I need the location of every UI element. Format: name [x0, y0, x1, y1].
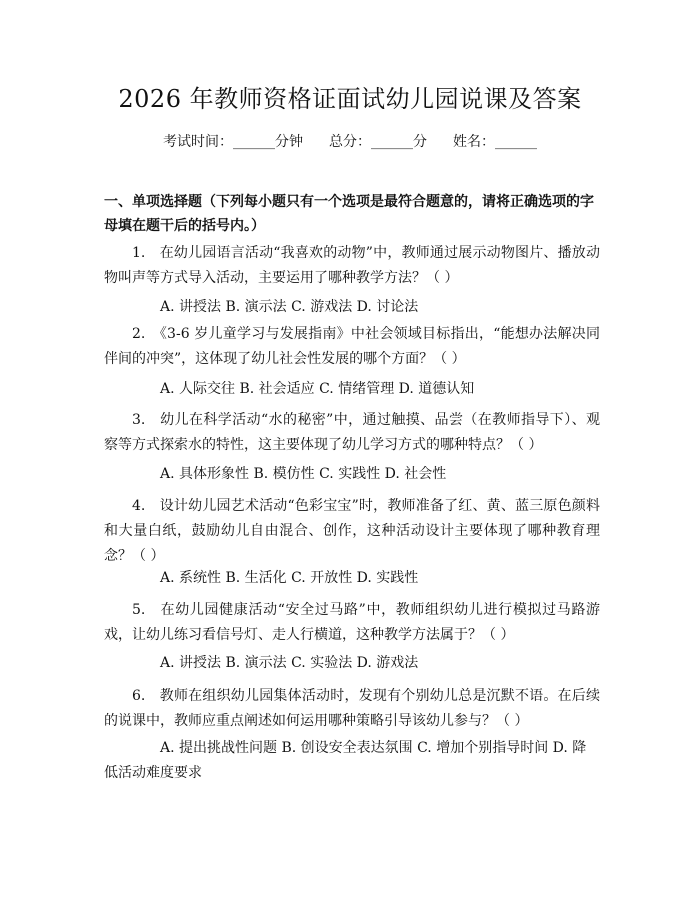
section-heading: 一、单项选择题（下列每小题只有一个选项是最符合题意的，请将正确选项的字母填在题干后的括号内。）	[104, 194, 594, 234]
question-4: 4. 设计幼儿园艺术活动“色彩宝宝”时，教师准备了红、黄、蓝三原色颜料和大量白纸，鼓励幼儿自由混合、创作，这种活动设计主要体现了哪种教育理念？（ ）	[104, 498, 600, 564]
exam-info	[0, 132, 700, 152]
question-5-options: A. 讲授法 B. 演示法 C. 实验法 D. 游戏法	[160, 655, 419, 671]
total-score: 总分：______分	[329, 134, 427, 150]
page-title: 2026 年教师资格证面试幼儿园说课及答案	[118, 85, 582, 113]
question-1-options: A. 讲授法 B. 演示法 C. 游戏法 D. 讨论法	[160, 299, 419, 315]
question-1: 1. 在幼儿园语言活动“我喜欢的动物”中，教师通过展示动物图片、播放动物叫声等方式导入活动，主要运用了哪种教学方法？（ ）	[104, 245, 600, 286]
question-6: 6. 教师在组织幼儿园集体活动时，发现有个别幼儿总是沉默不语。在后续的说课中，教师应重点阐述如何运用哪种策略引导该幼儿参与？（ ）	[104, 688, 600, 729]
question-4-options: A. 系统性 B. 生活化 C. 开放性 D. 实践性	[160, 570, 419, 586]
student-name: 姓名：______	[453, 134, 537, 150]
question-2-options: A. 人际交往 B. 社会适应 C. 情绪管理 D. 道德认知	[160, 381, 475, 397]
question-5: 5. 在幼儿园健康活动“安全过马路”中，教师组织幼儿进行模拟过马路游戏，让幼儿练习看信号灯、走人行横道，这种教学方法属于？（ ）	[104, 602, 600, 643]
question-2: 2. 《3-6 岁儿童学习与发展指南》中社会领域目标指出，“能想办法解决同伴间的冲突”，这体现了幼儿社会性发展的哪个方面？（ ）	[104, 326, 600, 367]
question-3-options: A. 具体形象性 B. 模仿性 C. 实践性 D. 社会性	[160, 466, 447, 482]
question-6-options: A. 提出挑战性问题 B. 创设安全表达氛围 C. 增加个别指导时间 D. 降低活动难度要求	[104, 740, 587, 781]
question-3: 3. 幼儿在科学活动“水的秘密”中，通过触摸、品尝（在教师指导下）、观察等方式探索水的特性，这主要体现了幼儿学习方式的哪种特点？（ ）	[104, 412, 600, 453]
exam-time: 考试时间：______分钟	[163, 134, 303, 150]
